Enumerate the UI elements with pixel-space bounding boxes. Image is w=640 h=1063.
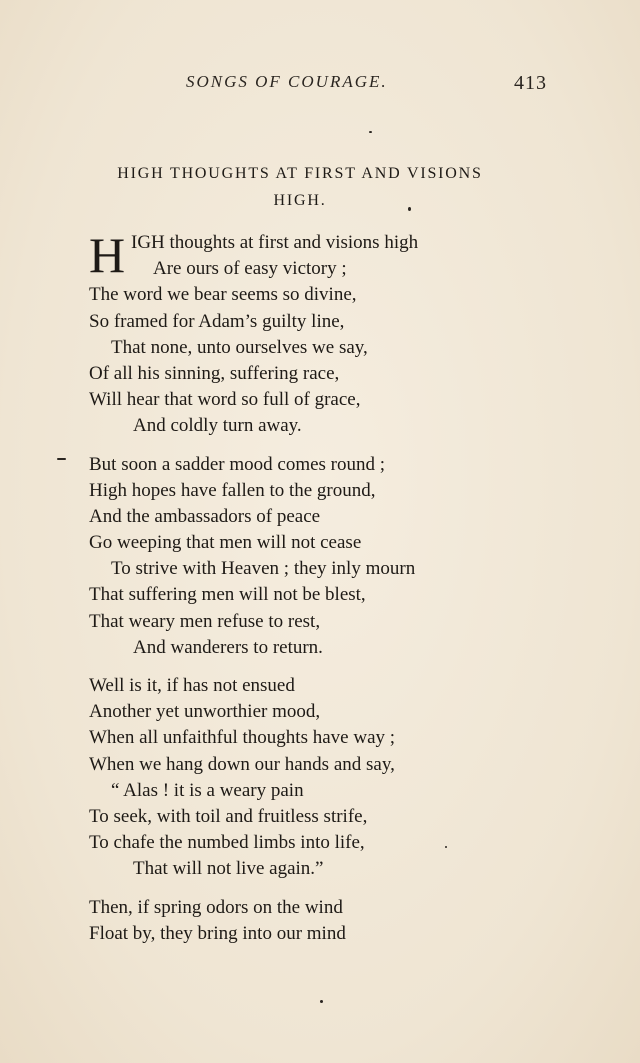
poem-line: But soon a sadder mood comes round ; bbox=[89, 453, 386, 475]
poem-line: Are ours of easy victory ; bbox=[153, 258, 347, 280]
drop-cap: H bbox=[89, 227, 126, 283]
poem-line: Float by, they bring into our mind bbox=[89, 922, 346, 944]
print-speck bbox=[408, 207, 411, 211]
poem-line: The word we bear seems so divine, bbox=[89, 284, 357, 306]
stanza-3 bbox=[89, 673, 609, 883]
poem-line: IGH thoughts at first and visions high bbox=[131, 232, 419, 253]
poem-line: Well is it, if has not ensued bbox=[89, 675, 295, 696]
running-head: SONGS OF COURAGE. bbox=[186, 72, 388, 91]
poem-line: And wanderers to return. bbox=[133, 636, 323, 658]
poem-line: Will hear that word so full of grace, bbox=[89, 389, 361, 411]
print-speck bbox=[320, 1000, 323, 1003]
poem-line: High hopes have fallen to the ground, bbox=[89, 479, 376, 501]
poem-line: When we hang down our hands and say, bbox=[89, 753, 395, 775]
poem-line: That will not live again.” bbox=[133, 858, 324, 880]
poem-line: Go weeping that men will not cease bbox=[89, 532, 362, 554]
poem-line: To chafe the numbed limbs into life, bbox=[89, 832, 365, 854]
print-speck bbox=[369, 131, 372, 133]
stanza-2 bbox=[89, 452, 609, 662]
poem-line: Then, if spring odors on the wind bbox=[89, 896, 343, 918]
poem-line: And the ambassadors of peace bbox=[89, 505, 321, 527]
stanza-1 bbox=[89, 227, 609, 440]
poem-line: That weary men refuse to rest, bbox=[89, 610, 321, 632]
poem-line: To strive with Heaven ; they inly mourn bbox=[111, 558, 416, 580]
poem-body bbox=[89, 227, 609, 947]
stanza-4 bbox=[89, 895, 609, 947]
stanza-gap bbox=[89, 883, 609, 895]
poem-line: That none, unto ourselves we say, bbox=[111, 336, 368, 358]
poem-line: So framed for Adam’s guilty line, bbox=[89, 310, 345, 332]
print-speck bbox=[445, 846, 447, 848]
poem-line: And coldly turn away. bbox=[133, 415, 302, 437]
page-number: 413 bbox=[514, 72, 547, 94]
poem-title-line-2: HIGH. bbox=[273, 192, 327, 209]
poem-title-line-1: HIGH THOUGHTS AT FIRST AND VISIONS bbox=[117, 165, 483, 182]
poem-line: That suffering men will not be blest, bbox=[89, 584, 366, 606]
poem-line: Of all his sinning, suffering race, bbox=[89, 362, 340, 384]
poem-title bbox=[0, 160, 600, 214]
stanza-gap bbox=[89, 661, 609, 673]
poem-line: When all unfaithful thoughts have way ; bbox=[89, 727, 396, 749]
poem-line: “ Alas ! it is a weary pain bbox=[111, 779, 304, 801]
poem-line: To seek, with toil and fruitless strife, bbox=[89, 805, 368, 827]
print-speck bbox=[57, 458, 66, 460]
stanza-gap bbox=[89, 440, 609, 452]
poem-line: Another yet unworthier mood, bbox=[89, 701, 321, 723]
